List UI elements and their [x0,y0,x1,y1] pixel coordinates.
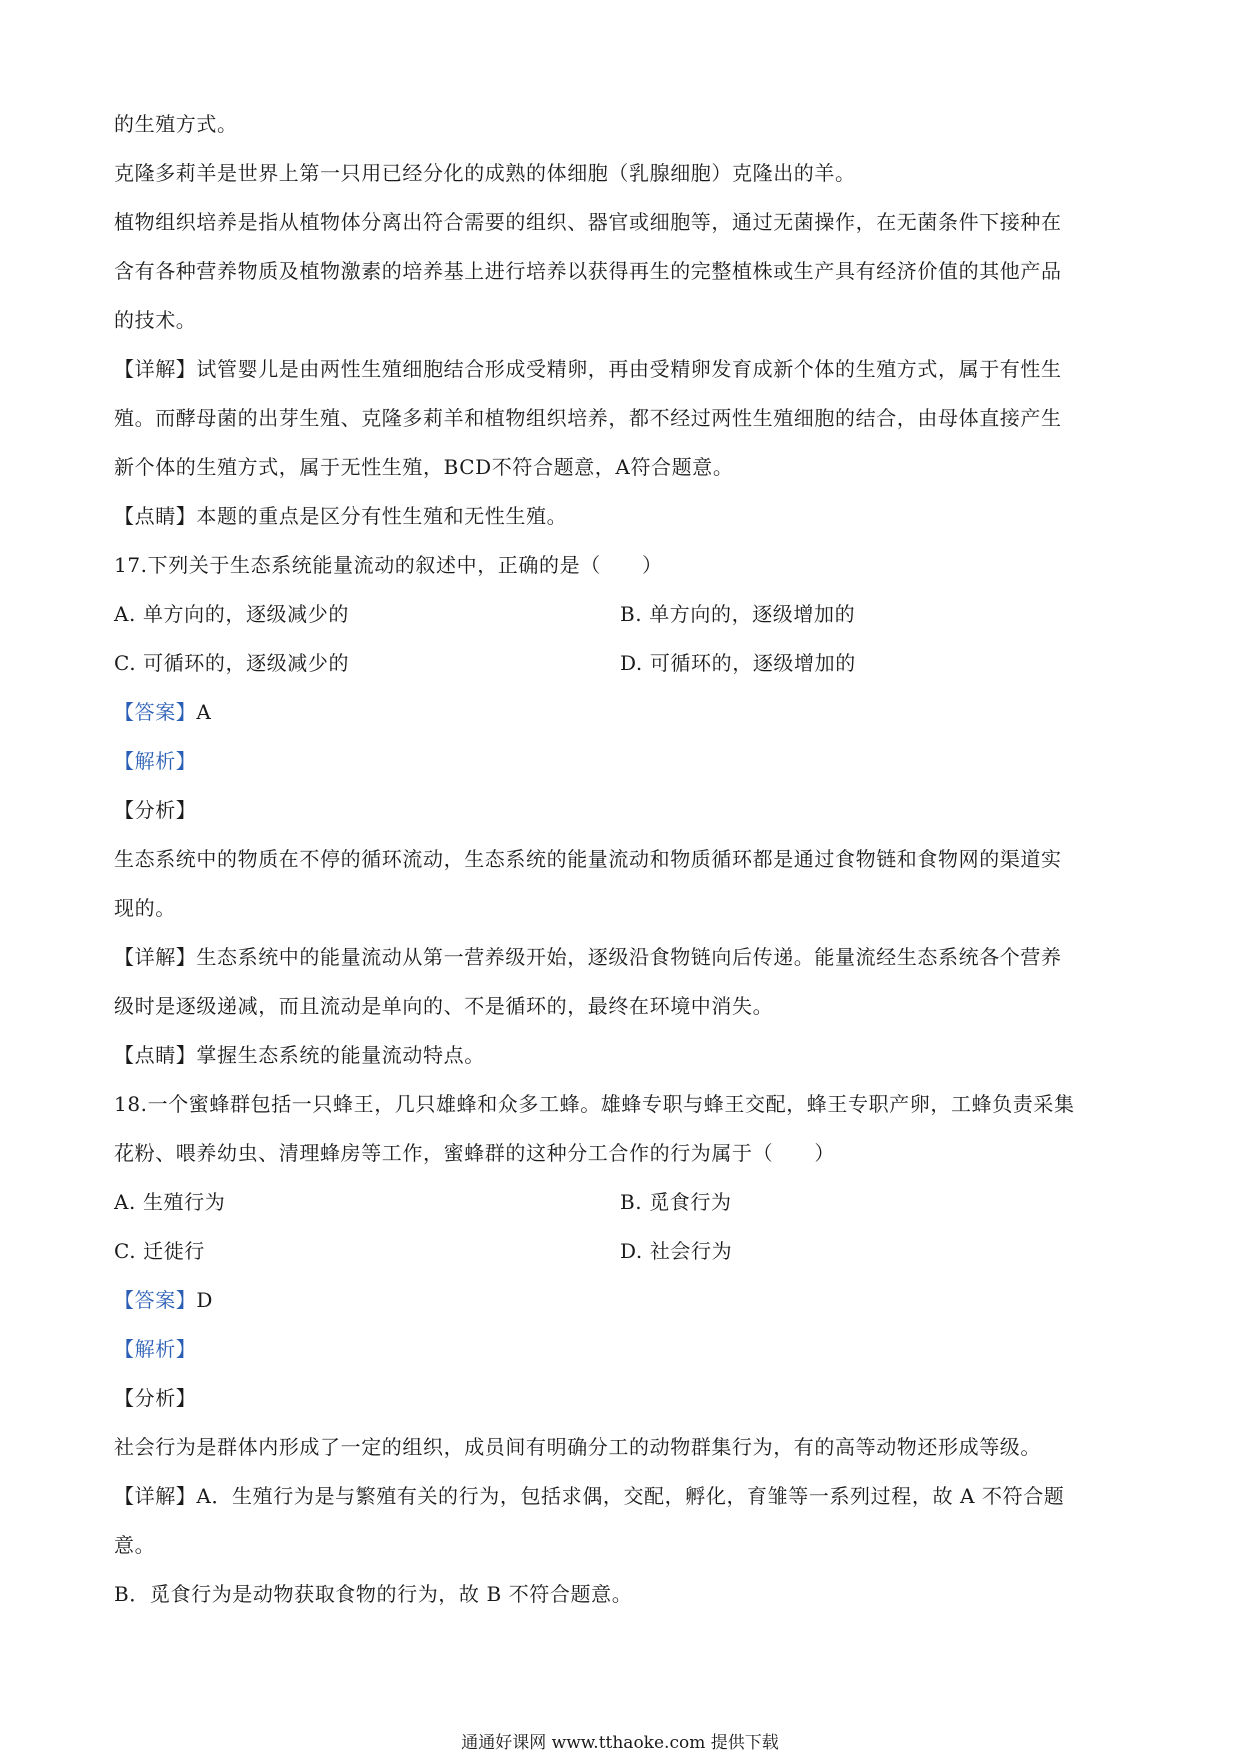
question-18-options-row-1 [114,1178,1134,1227]
answer-value: D [196,1288,214,1312]
paragraph-line: 植物组织培养是指从植物体分离出符合需要的组织、器官或细胞等，通过无菌操作，在无菌条件下接种在 [114,210,1062,234]
paragraph-line: 【点睛】本题的重点是区分有性生殖和无性生殖。 [114,504,568,528]
paragraph-line: 的技术。 [114,308,197,332]
paragraph-line: 【详解】试管婴儿是由两性生殖细胞结合形成受精卵，再由受精卵发育成新个体的生殖方式，属于有性生 [114,357,1062,381]
option-a: A. 生殖行为 [114,1190,226,1214]
fenxi-line: 现的。 [114,896,176,920]
question-17-options-row-1 [114,590,1134,639]
paragraph-line: 的生殖方式。 [114,112,238,136]
dianjing-line: 【点睛】掌握生态系统的能量流动特点。 [114,1043,485,1067]
xiangjie-line: 【详解】A．生殖行为是与繁殖有关的行为，包括求偶，交配，孵化，育雏等一系列过程，故 A 不符合题 [114,1484,1065,1508]
answer-tag: 【答案】 [114,1288,197,1312]
xiangjie-line: B．觅食行为是动物获取食物的行为，故 B 不符合题意。 [114,1582,633,1606]
option-d: D. 可循环的，逐级增加的 [620,651,856,675]
paragraph-line: 新个体的生殖方式，属于无性生殖，BCD不符合题意，A符合题意。 [114,455,734,479]
page-content [114,100,1134,1619]
fenxi-tag: 【分析】 [114,1386,197,1410]
question-18-answer [114,1276,1134,1325]
option-a: A. 单方向的，逐级减少的 [114,602,349,626]
question-18-stem: 花粉、喂养幼虫、清理蜂房等工作，蜜蜂群的这种分工合作的行为属于（ ） [114,1141,835,1165]
fenxi-line: 生态系统中的物质在不停的循环流动，生态系统的能量流动和物质循环都是通过食物链和食物网的渠道实 [114,847,1062,871]
xiangjie-line: 【详解】生态系统中的能量流动从第一营养级开始，逐级沿食物链向后传递。能量流经生态系统各个营养 [114,945,1062,969]
page-footer: 通通好课网 www.tthaoke.com 提供下载 [461,1733,779,1753]
xiangjie-line: 级时是逐级递减，而且流动是单向的、不是循环的，最终在环境中消失。 [114,994,774,1018]
answer-value: A [196,700,212,724]
option-c: C. 可循环的，逐级减少的 [114,651,350,675]
question-17-answer [114,688,1134,737]
option-b: B. 觅食行为 [620,1190,732,1214]
analysis-tag: 【解析】 [114,749,197,773]
xiangjie-line: 意。 [114,1533,156,1557]
question-17-options-row-2 [114,639,1134,688]
option-b: B. 单方向的，逐级增加的 [620,602,856,626]
option-c: C. 迁徙行 [114,1239,205,1263]
question-17-stem: 17.下列关于生态系统能量流动的叙述中，正确的是（ ） [114,553,663,577]
paragraph-line: 殖。而酵母菌的出芽生殖、克隆多莉羊和植物组织培养，都不经过两性生殖细胞的结合，由母体直接产生 [114,406,1062,430]
paragraph-line: 含有各种营养物质及植物激素的培养基上进行培养以获得再生的完整植株或生产具有经济价值的其他产品 [114,259,1062,283]
answer-tag: 【答案】 [114,700,197,724]
analysis-tag: 【解析】 [114,1337,197,1361]
paragraph-line: 克隆多莉羊是世界上第一只用已经分化的成熟的体细胞（乳腺细胞）克隆出的羊。 [114,161,856,185]
fenxi-line: 社会行为是群体内形成了一定的组织，成员间有明确分工的动物群集行为，有的高等动物还形成等级。 [114,1435,1041,1459]
question-18-options-row-2 [114,1227,1134,1276]
question-18-stem: 18.一个蜜蜂群包括一只蜂王，几只雄蜂和众多工蜂。雄蜂专职与蜂王交配，蜂王专职产卵，工蜂负责采集 [114,1092,1075,1116]
option-d: D. 社会行为 [620,1239,733,1263]
fenxi-tag: 【分析】 [114,798,197,822]
